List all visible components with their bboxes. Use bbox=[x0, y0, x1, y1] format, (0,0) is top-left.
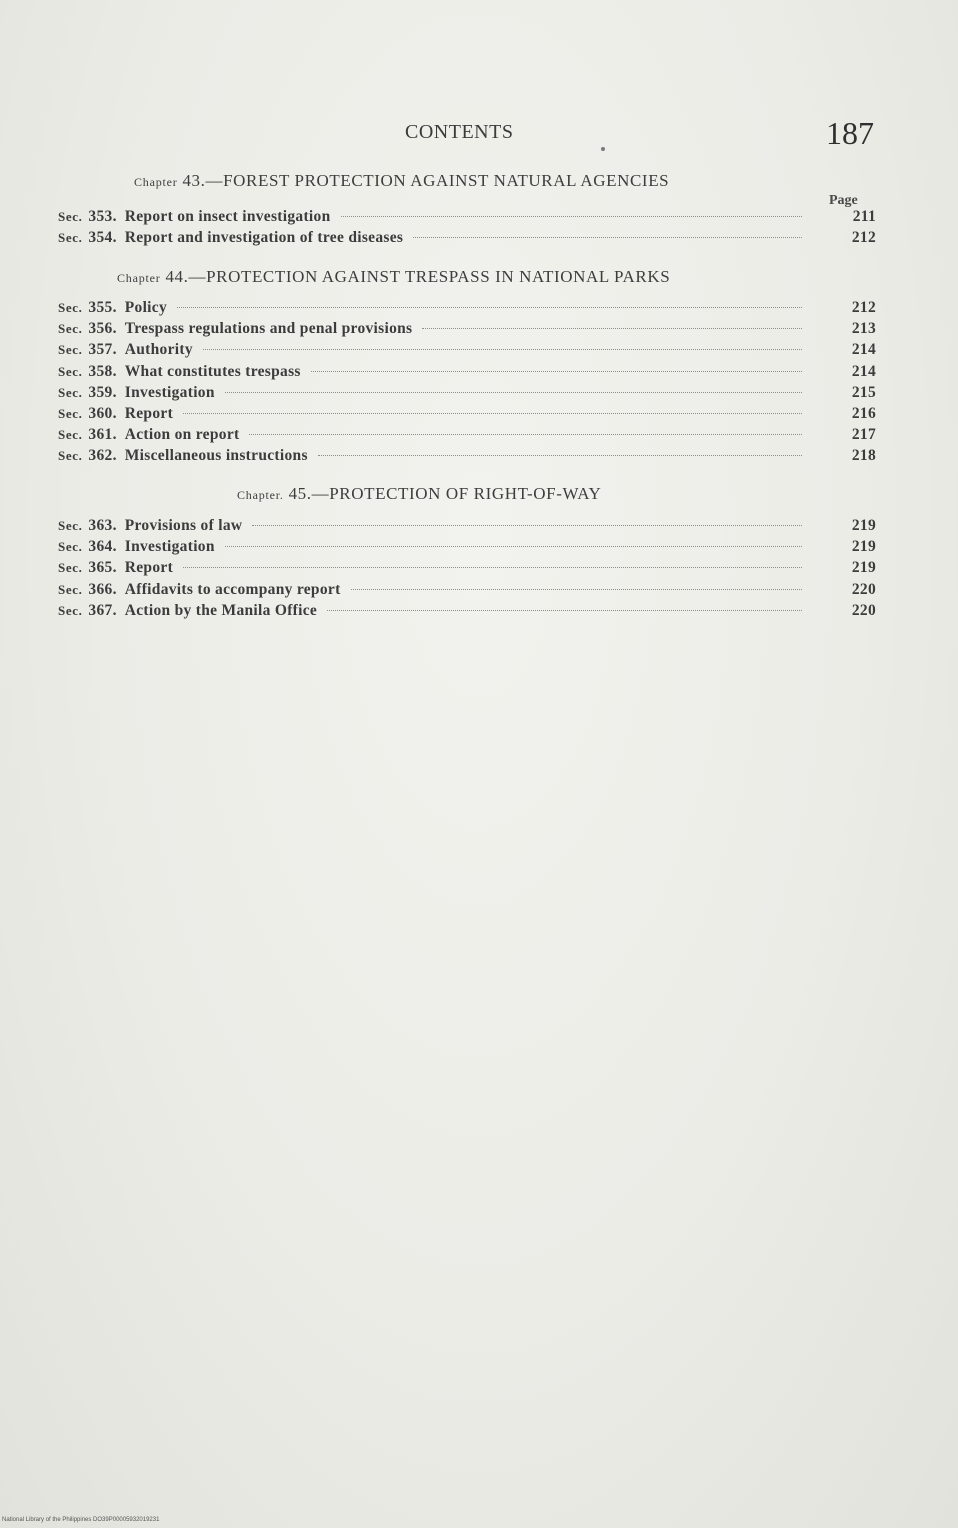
section-label: Sec. bbox=[58, 321, 83, 337]
section-label: Sec. bbox=[58, 342, 83, 358]
chapter-title: 43.—FOREST PROTECTION AGAINST NATURAL AGENCIES bbox=[177, 171, 670, 190]
dot-leader bbox=[183, 567, 802, 568]
page-ref: 218 bbox=[851, 447, 876, 465]
chapter-43-heading bbox=[134, 171, 669, 191]
section-title: Investigation bbox=[124, 538, 215, 556]
page-ref: 220 bbox=[851, 580, 876, 598]
page-column-label: Page bbox=[829, 193, 858, 208]
section-title: Action by the Manila Office bbox=[124, 601, 318, 619]
chapter-title: 45.—PROTECTION OF RIGHT-OF-WAY bbox=[283, 484, 602, 503]
toc-entry-354[interactable] bbox=[58, 229, 876, 250]
section-label: Sec. bbox=[58, 539, 83, 555]
section-title: Report on insect investigation bbox=[124, 208, 331, 225]
section-number: 358. bbox=[88, 362, 117, 380]
section-title: What constitutes trespass bbox=[124, 362, 301, 380]
page-ref: 219 bbox=[851, 517, 876, 534]
page-ref: 217 bbox=[851, 426, 876, 444]
section-label: Sec. bbox=[58, 300, 83, 315]
dot-leader bbox=[422, 328, 802, 329]
chapter-43-entries bbox=[58, 208, 876, 250]
page-ref: 211 bbox=[852, 208, 876, 225]
dot-leader bbox=[177, 307, 802, 308]
page-number: 187 bbox=[826, 115, 874, 151]
section-number: 355. bbox=[88, 299, 117, 316]
footer-credit: National Library of the Philippines DO39P00005932019231 bbox=[2, 1517, 160, 1523]
dot-leader bbox=[225, 392, 802, 393]
dot-leader bbox=[183, 413, 802, 414]
section-number: 356. bbox=[88, 320, 117, 338]
dot-leader bbox=[311, 371, 802, 372]
page-ref: 219 bbox=[851, 559, 876, 577]
toc-entry-355[interactable] bbox=[58, 299, 876, 320]
section-label: Sec. bbox=[58, 448, 83, 464]
section-label: Sec. bbox=[58, 209, 83, 224]
running-title: CONTENTS bbox=[405, 121, 514, 143]
section-title: Miscellaneous instructions bbox=[124, 447, 308, 465]
dot-leader bbox=[252, 525, 802, 526]
chapter-45-heading bbox=[237, 484, 601, 504]
toc-entry-361[interactable] bbox=[58, 426, 876, 447]
section-number: 366. bbox=[88, 580, 117, 598]
dot-leader bbox=[318, 455, 802, 456]
section-label: Sec. bbox=[58, 560, 83, 576]
dot-leader bbox=[203, 349, 802, 350]
chapter-title: 44.—PROTECTION AGAINST TRESPASS IN NATIONAL PARKS bbox=[160, 267, 671, 286]
section-title: Report and investigation of tree diseases bbox=[124, 229, 404, 247]
section-title: Investigation bbox=[124, 383, 215, 401]
section-label: Sec. bbox=[58, 405, 83, 421]
section-title: Report bbox=[124, 559, 174, 577]
toc-entry-358[interactable] bbox=[58, 363, 876, 384]
dot-leader bbox=[341, 216, 802, 217]
dot-leader bbox=[413, 237, 802, 238]
page-ref: 215 bbox=[851, 383, 876, 401]
section-number: 361. bbox=[88, 426, 117, 444]
page-ref: 212 bbox=[851, 299, 876, 316]
dot-leader bbox=[351, 589, 802, 590]
toc-entry-364[interactable] bbox=[58, 538, 876, 559]
toc-entry-365[interactable] bbox=[58, 559, 876, 580]
section-number: 365. bbox=[88, 559, 117, 577]
page-ref: 214 bbox=[851, 362, 876, 380]
section-label: Sec. bbox=[58, 427, 83, 443]
chapter-44-heading bbox=[117, 267, 670, 287]
running-head bbox=[0, 115, 958, 155]
chapter-lead: Chapter bbox=[134, 175, 178, 189]
toc-entry-360[interactable] bbox=[58, 405, 876, 426]
page-ref: 213 bbox=[851, 320, 876, 338]
toc-entry-359[interactable] bbox=[58, 384, 876, 405]
page-ref: 216 bbox=[851, 404, 876, 422]
section-number: 357. bbox=[88, 341, 117, 359]
section-label: Sec. bbox=[58, 581, 83, 597]
ink-dot bbox=[601, 147, 605, 151]
chapter-lead: Chapter. bbox=[237, 488, 284, 502]
section-number: 360. bbox=[88, 404, 117, 422]
section-number: 353. bbox=[88, 208, 117, 225]
toc-entry-366[interactable] bbox=[58, 581, 876, 602]
section-number: 359. bbox=[88, 383, 117, 401]
page-ref: 219 bbox=[851, 538, 876, 556]
page-ref: 212 bbox=[851, 229, 876, 247]
section-number: 364. bbox=[88, 538, 117, 556]
chapter-44-entries bbox=[58, 299, 876, 469]
dot-leader bbox=[327, 610, 802, 611]
section-number: 367. bbox=[88, 601, 117, 619]
section-title: Policy bbox=[124, 299, 168, 316]
dot-leader bbox=[249, 434, 802, 435]
toc-entry-357[interactable] bbox=[58, 341, 876, 362]
chapter-lead: Chapter bbox=[117, 271, 161, 285]
toc-entry-363[interactable] bbox=[58, 517, 876, 538]
section-label: Sec. bbox=[58, 384, 83, 400]
section-title: Action on report bbox=[124, 426, 240, 444]
section-label: Sec. bbox=[58, 230, 83, 246]
section-number: 362. bbox=[88, 447, 117, 465]
section-title: Report bbox=[124, 404, 174, 422]
section-title: Provisions of law bbox=[124, 517, 243, 534]
dot-leader bbox=[225, 546, 802, 547]
chapter-45-entries bbox=[58, 517, 876, 623]
section-number: 363. bbox=[88, 517, 117, 534]
toc-entry-367[interactable] bbox=[58, 602, 876, 623]
section-label: Sec. bbox=[58, 363, 83, 379]
toc-entry-353[interactable] bbox=[58, 208, 876, 229]
toc-entry-362[interactable] bbox=[58, 447, 876, 468]
section-number: 354. bbox=[88, 229, 117, 247]
section-title: Affidavits to accompany report bbox=[124, 580, 341, 598]
toc-entry-356[interactable] bbox=[58, 320, 876, 341]
page-ref: 214 bbox=[851, 341, 876, 359]
section-title: Authority bbox=[124, 341, 193, 359]
section-title: Trespass regulations and penal provisions bbox=[124, 320, 413, 338]
page-ref: 220 bbox=[851, 601, 876, 619]
section-label: Sec. bbox=[58, 518, 83, 533]
section-label: Sec. bbox=[58, 602, 83, 618]
